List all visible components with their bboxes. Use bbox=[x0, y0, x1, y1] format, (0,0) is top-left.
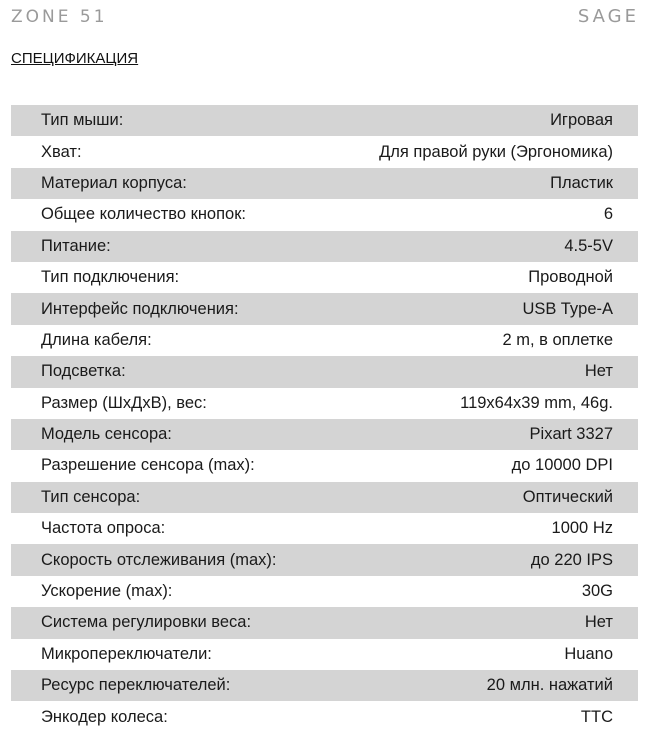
spec-value: TTC bbox=[580, 707, 613, 726]
spec-row bbox=[11, 670, 638, 701]
spec-label: Скорость отслеживания (max): bbox=[41, 550, 277, 569]
spec-label: Хват: bbox=[41, 142, 82, 161]
spec-row bbox=[11, 419, 638, 450]
spec-row bbox=[11, 199, 638, 230]
spec-label: Частота опроса: bbox=[41, 519, 166, 538]
spec-label: Разрешение сенсора (max): bbox=[41, 456, 255, 475]
spec-value: 119x64x39 mm, 46g. bbox=[460, 393, 613, 412]
spec-value: до 220 IPS bbox=[530, 550, 613, 569]
spec-value: Пластик bbox=[550, 173, 613, 192]
spec-label: Подсветка: bbox=[41, 362, 126, 381]
spec-row bbox=[11, 262, 638, 293]
spec-row bbox=[11, 513, 638, 544]
spec-label: Ускорение (max): bbox=[41, 582, 173, 601]
spec-label: Материал корпуса: bbox=[41, 173, 187, 192]
spec-value: 30G bbox=[581, 582, 613, 601]
spec-table bbox=[11, 105, 638, 733]
spec-value: 20 млн. нажатий bbox=[486, 676, 613, 695]
spec-value: Pixart 3327 bbox=[529, 425, 613, 444]
spec-row bbox=[11, 356, 638, 387]
spec-value: Нет bbox=[584, 613, 613, 632]
spec-row bbox=[11, 136, 638, 167]
spec-row bbox=[11, 105, 638, 136]
spec-row bbox=[11, 701, 638, 732]
spec-row bbox=[11, 607, 638, 638]
spec-label: Размер (ШхДхВ), вес: bbox=[41, 393, 207, 412]
spec-label: Тип сенсора: bbox=[41, 487, 141, 506]
spec-label: Питание: bbox=[41, 236, 111, 255]
spec-label: Интерфейс подключения: bbox=[41, 299, 239, 318]
spec-value: 4.5-5V bbox=[564, 236, 613, 255]
sage-logo: SAGE bbox=[577, 6, 639, 27]
spec-row bbox=[11, 576, 638, 607]
spec-value: 1000 Hz bbox=[551, 519, 613, 538]
spec-label: Микропереключатели: bbox=[41, 644, 212, 663]
spec-label: Энкодер колеса: bbox=[41, 707, 168, 726]
spec-row bbox=[11, 325, 638, 356]
spec-value: USB Type-A bbox=[522, 299, 613, 318]
spec-row bbox=[11, 482, 638, 513]
spec-value: Huano bbox=[564, 644, 613, 663]
spec-row bbox=[11, 450, 638, 481]
spec-row bbox=[11, 231, 638, 262]
spec-label: Тип подключения: bbox=[41, 268, 180, 287]
spec-value: Для правой руки (Эргономика) bbox=[379, 142, 613, 161]
spec-label: Тип мыши: bbox=[41, 111, 124, 130]
spec-value: Нет bbox=[584, 362, 613, 381]
spec-row bbox=[11, 168, 638, 199]
spec-value: Игровая bbox=[550, 111, 613, 130]
spec-value: Оптический bbox=[522, 487, 613, 506]
spec-label: Ресурс переключателей: bbox=[41, 676, 231, 695]
spec-value: до 10000 DPI bbox=[511, 456, 613, 475]
zone51-logo: ZONE 51 bbox=[11, 7, 108, 27]
section-title: СПЕЦИФИКАЦИЯ bbox=[11, 50, 139, 67]
spec-row bbox=[11, 388, 638, 419]
spec-value: 2 m, в оплетке bbox=[502, 330, 613, 349]
spec-table-body bbox=[11, 105, 638, 733]
spec-label: Общее количество кнопок: bbox=[41, 205, 247, 224]
spec-label: Система регулировки веса: bbox=[41, 613, 252, 632]
spec-label: Модель сенсора: bbox=[41, 425, 172, 444]
spec-row bbox=[11, 639, 638, 670]
spec-value: 6 bbox=[603, 205, 613, 224]
spec-row bbox=[11, 293, 638, 324]
spec-row bbox=[11, 544, 638, 575]
spec-label: Длина кабеля: bbox=[41, 330, 152, 349]
spec-value: Проводной bbox=[528, 268, 613, 287]
